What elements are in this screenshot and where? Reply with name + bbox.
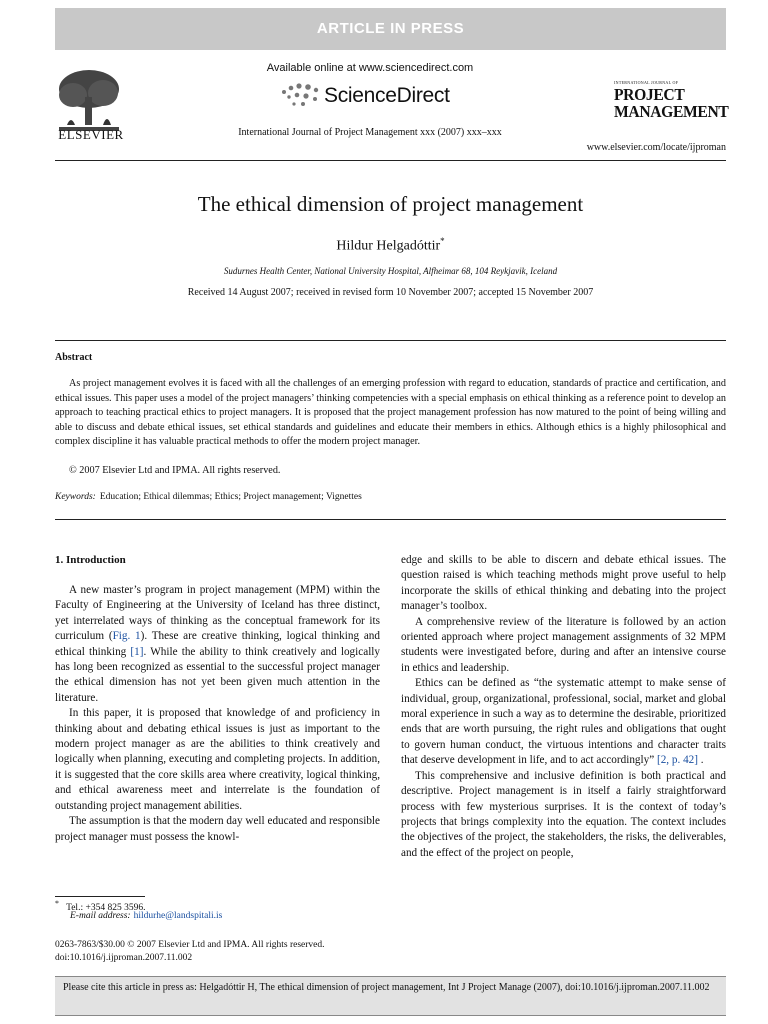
keywords-list: Education; Ethical dilemmas; Ethics; Project management; Vignettes bbox=[99, 492, 362, 502]
journal-logo-line2: MANAGEMENT bbox=[614, 102, 729, 121]
email-link[interactable]: hildurhe@landspitali.is bbox=[133, 911, 223, 921]
publisher-name: ELSEVIER bbox=[58, 127, 124, 142]
reference-link[interactable]: [1] bbox=[130, 645, 144, 658]
journal-logo bbox=[614, 80, 729, 120]
right-column bbox=[401, 553, 726, 861]
abstract-body bbox=[55, 377, 726, 450]
paragraph: A comprehensive review of the literature is followed by an action oriented approach where project management assignments of 32 MPM students were investigated before, during and after an intensive course in ethics and leadership. bbox=[401, 615, 726, 674]
paragraph: edge and skills to be able to discern and debate ethical issues. The question raised is which teaching methods might prove useful to help incorporate the skills of ethical thinking and debating into the project manager’s toolbox. bbox=[401, 554, 726, 613]
sciencedirect-wordmark: ScienceDirect bbox=[324, 84, 450, 107]
author-name: Hildur Helgadóttir bbox=[336, 238, 441, 254]
cite-notice-box: Please cite this article in press as: Helgadóttir H, The ethical dimension of project management, Int J Project Manage (2007), doi:10.1016/j.ijproman.2007.11.002 bbox=[55, 976, 726, 1016]
keywords-label: Keywords: bbox=[55, 492, 96, 502]
author-affiliation: Sudurnes Health Center, National University Hospital, Alfheimar 68, 104 Reykjavik, Iceland bbox=[223, 266, 558, 276]
author-footnote-mark[interactable]: * bbox=[440, 236, 445, 246]
section-heading-introduction: 1. Introduction bbox=[55, 554, 126, 566]
sciencedirect-logo bbox=[280, 80, 480, 112]
abstract-bottom-rule bbox=[55, 519, 726, 520]
paragraph: This comprehensive and inclusive definition is both practical and descriptive. Project management is in itself a fairly straightforward process with few mysterious surprises. It is the context of today’s projects that brings complexity into the equation. The context includes the objectives of the project, the stakeholders, the risks, the deliverables, and the effect of the project on people, bbox=[401, 769, 726, 859]
left-column bbox=[55, 583, 380, 845]
abstract-top-rule bbox=[55, 340, 726, 341]
figure-link[interactable]: Fig. 1 bbox=[112, 630, 141, 643]
abstract-text: As project management evolves it is faced with all the challenges of an emerging profession with regard to education, standards of practice and certification, and ethical issues. This paper uses a model of the project managers’ thinking competencies with a special emphasis on ethical thinking as a reference point to develop an approach to teaching practical ethics to project managers. It is proposed that the project management profession has now matured to the point of being willing and able to discuss and debate ethical issues, set ethical standards and guidelines and educate their members in ethics. Although ethics is a highly philosophical and complex discipline it has valuable practical methods to offer the modern project manager. bbox=[55, 378, 726, 447]
keywords bbox=[55, 492, 362, 502]
footnote-tel: * Tel.: +354 825 3596. bbox=[55, 899, 146, 914]
received-dates: Received 14 August 2007; received in revised form 10 November 2007; accepted 15 November 2007 bbox=[187, 287, 594, 298]
doi-line: doi:10.1016/j.ijproman.2007.11.002 bbox=[55, 953, 193, 963]
paragraph: In this paper, it is proposed that knowledge of and proficiency in thinking about and debating ethical issues is just as important to the modern project manager as are the abilities to think creatively and logically when planning, executing and completing projects. In addition, it is suggested that the core skills area where creativity, logical thinking, and ethical awareness meet and interrelate is the foundation of outstanding project management abilities. bbox=[55, 707, 380, 812]
footnote-email bbox=[70, 911, 222, 921]
article-title: The ethical dimension of project management bbox=[197, 192, 584, 216]
author-line bbox=[55, 236, 726, 255]
header-rule bbox=[55, 160, 726, 161]
footnote-mark: * bbox=[55, 899, 59, 908]
email-label: E-mail address: bbox=[70, 911, 131, 921]
article-in-press-banner: ARTICLE IN PRESS bbox=[55, 8, 726, 50]
abstract-copyright: © 2007 Elsevier Ltd and IPMA. All rights reserved. bbox=[69, 465, 281, 476]
paragraph: The assumption is that the modern day well educated and responsible project manager must possess the knowl- bbox=[55, 815, 380, 843]
journal-logo-line1: PROJECT bbox=[614, 85, 685, 104]
available-online-text: Available online at www.sciencedirect.com bbox=[266, 62, 474, 74]
paragraph: Ethics can be defined as “the systematic attempt to make sense of individual, group, organizational, professional, social, market and global moral experience in such a way as to determine the desirable, prioritized ends that are worth pursuing, the right rules and obligations that ought to govern human conduct, the virtuous intentions and character traits that deserve development in life, and to act accordingly” [2, p. 42] . bbox=[401, 677, 726, 767]
sciencedirect-dots-icon bbox=[280, 82, 322, 110]
journal-logo-small: INTERNATIONAL JOURNAL OF bbox=[614, 80, 679, 85]
journal-citation-line: International Journal of Project Management xxx (2007) xxx–xxx bbox=[238, 127, 502, 138]
issn-line: 0263-7863/$30.00 © 2007 Elsevier Ltd and IPMA. All rights reserved. bbox=[55, 940, 325, 950]
footnote-rule bbox=[55, 896, 145, 897]
paragraph: A new master’s program in project management (MPM) within the Faculty of Engineering at the University of Iceland has three distinct, yet interrelated ways of thinking as the conceptual framework for its curriculum (Fig. 1). These are creative thinking, logical thinking and ethical thinking [1]. While the ability to think creatively and logically has long been recognized as essential to the successful project manager the ethical dimension has not yet been given much attention in the literature. bbox=[55, 584, 380, 704]
journal-url[interactable]: www.elsevier.com/locate/ijproman bbox=[586, 142, 726, 153]
reference-link[interactable]: [2, p. 42] bbox=[656, 754, 698, 767]
abstract-heading: Abstract bbox=[55, 352, 93, 363]
